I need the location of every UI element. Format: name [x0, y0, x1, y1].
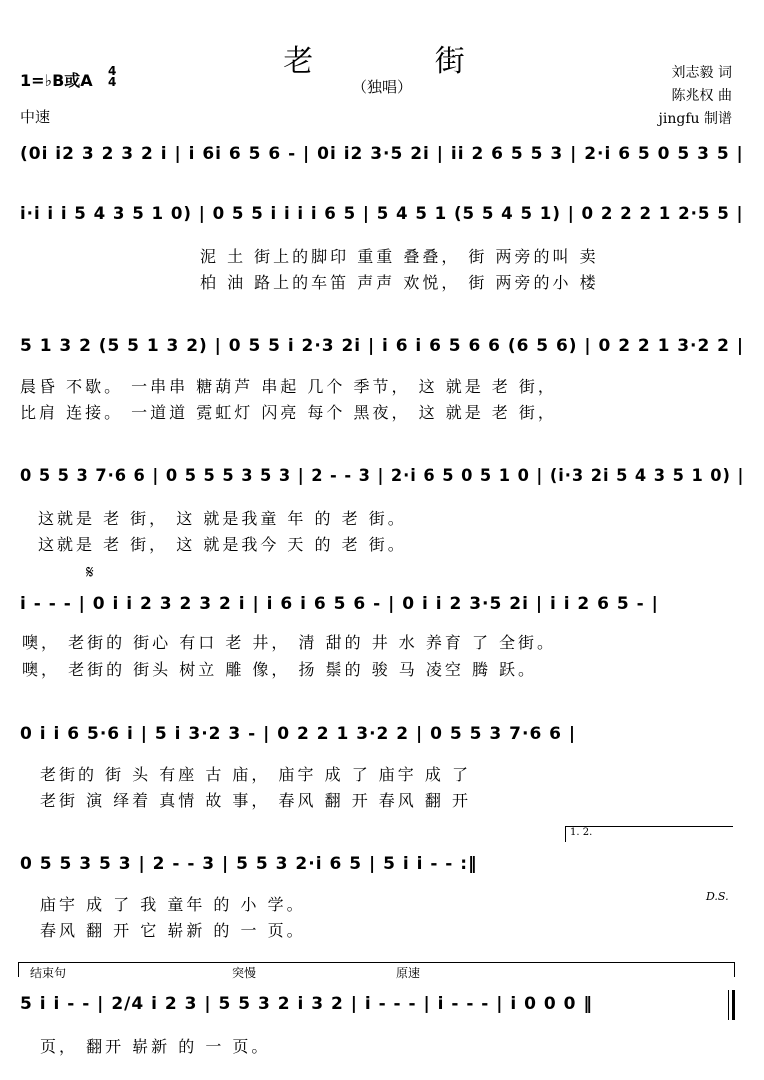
- ending-bracket: [18, 962, 735, 977]
- notation-row-8: 5 i i - - | 2/4 i 2 3 | 5 5 3 2 i 3 2 | i - - - | i - - - | i 0 0 0 ‖: [20, 994, 593, 1014]
- final-barline-thick: [732, 990, 735, 1020]
- final-barline-thin: [728, 990, 729, 1020]
- lyric-row-5-v2: 噢， 老街的 街头 树立 雕 像， 扬 鬃的 骏 马 凌空 腾 跃。: [22, 660, 538, 679]
- dal-segno-mark: D.S.: [706, 890, 729, 903]
- notation-row-5: i - - - | 0 i i 2 3 2 3 2 i | i 6 i 6 5 6 - | 0 i i 2 3·5 2i | i i 2 6 5 - |: [20, 594, 659, 614]
- time-bottom: 4: [108, 75, 117, 89]
- time-signature: [108, 66, 116, 88]
- lyric-row-6-v2: 老街 演 绎着 真情 故 事， 春风 翻 开 春风 翻 开: [40, 791, 471, 810]
- ritardando-label: 突慢: [232, 966, 257, 980]
- subtitle: （独唱）: [351, 78, 412, 96]
- composer: 陈兆权 曲: [671, 88, 732, 104]
- page-title: 老 街: [283, 44, 521, 79]
- ending-label: 结束句: [30, 966, 67, 980]
- arranger: jingfu 制谱: [658, 111, 732, 127]
- notation-row-3: 5 1 3 2 (5 5 1 3 2) | 0 5 5 i 2·3 2i | i 6 i 6 5 6 6 (6 5 6) | 0 2 2 1 3·2 2 |: [20, 336, 745, 356]
- lyric-row-3-v1: 晨昏 不歇。 一串串 糖葫芦 串起 几个 季节， 这 就是 老 街，: [20, 377, 557, 396]
- notation-row-2: i·i i i 5 4 3 5 1 0) | 0 5 5 i i i i 6 5 | 5 4 5 1 (5 5 4 5 1) | 0 2 2 2 1 2·5 5 |: [20, 204, 744, 224]
- notation-row-6: 0 i i 6 5·6 i | 5 i 3·2 3 - | 0 2 2 1 3·2 2 | 0 5 5 3 7·6 6 |: [20, 724, 577, 744]
- lyric-row-4-v2: 这就是 老 街， 这 就是我今 天 的 老 街。: [38, 535, 407, 554]
- lyric-row-3-v2: 比肩 连接。 一道道 霓虹灯 闪亮 每个 黑夜， 这 就是 老 街，: [20, 403, 557, 422]
- lyric-row-7-v1: 庙宇 成 了 我 童年 的 小 学。: [40, 895, 306, 914]
- volta-label: 1. 2.: [570, 827, 593, 838]
- segno-sign: 𝄋: [86, 562, 94, 583]
- lyric-row-4-v1: 这就是 老 街， 这 就是我童 年 的 老 街。: [38, 509, 407, 528]
- a-tempo-label: 原速: [396, 966, 421, 980]
- notation-row-4: 0 5 5 3 7·6 6 | 0 5 5 5 3 5 3 | 2 - - 3 | 2·i 6 5 0 5 1 0 | (i·3 2i 5 4 3 5 1 0) |: [20, 466, 745, 486]
- lyric-row-5-v1: 噢， 老街的 街心 有口 老 井， 清 甜的 井 水 养育 了 全街。: [22, 633, 557, 652]
- lyric-row-2-v1: 泥 土 街上的脚印 重重 叠叠， 街 两旁的叫 卖: [200, 247, 599, 266]
- time-top: 4: [108, 64, 117, 78]
- lyric-row-2-v2: 柏 油 路上的车笛 声声 欢悦， 街 两旁的小 楼: [200, 273, 599, 292]
- tempo-marking: 中速: [20, 108, 51, 126]
- key-signature: 1=♭B或A: [20, 71, 93, 90]
- lyric-row-8: 页， 翻开 崭新 的 一 页。: [40, 1037, 271, 1056]
- notation-row-7: 0 5 5 3 5 3 | 2 - - 3 | 5 5 3 2·i 6 5 | 5 i i - - :‖: [20, 854, 478, 874]
- notation-row-1: (0i i2 3 2 3 2 i | i 6i 6 5 6 - | 0i i2 3·5 2i | ii 2 6 5 5 3 | 2·i 6 5 0 5 3 5 |: [20, 144, 744, 164]
- lyric-row-6-v1: 老街的 街 头 有座 古 庙， 庙宇 成 了 庙宇 成 了: [40, 765, 471, 784]
- lyricist: 刘志毅 词: [671, 65, 732, 81]
- lyric-row-7-v2: 春风 翻 开 它 崭新 的 一 页。: [40, 921, 306, 940]
